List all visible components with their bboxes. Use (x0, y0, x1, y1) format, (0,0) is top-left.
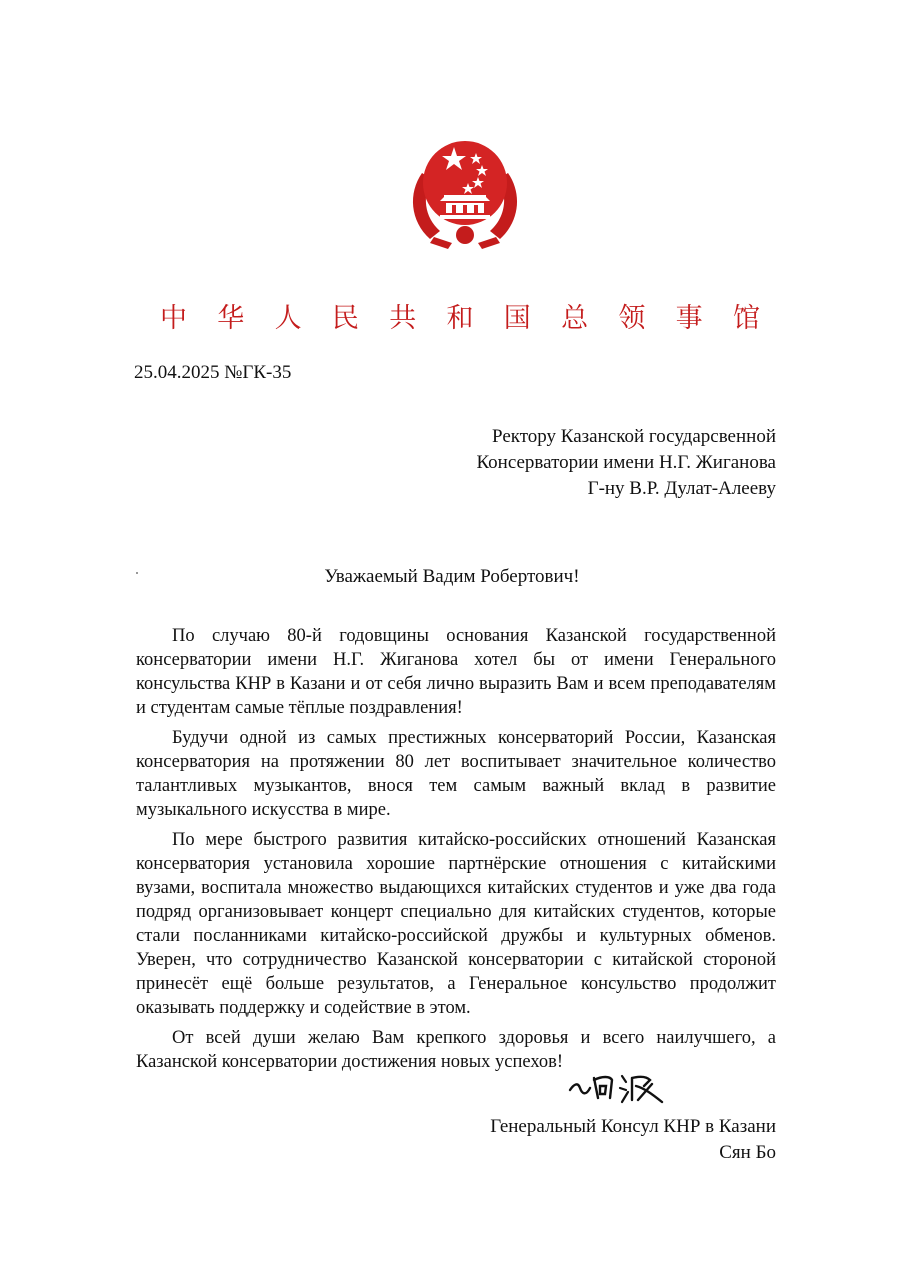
signer-block (490, 1114, 776, 1166)
handwritten-signature-icon (566, 1066, 666, 1106)
letterhead-char: 中 (160, 303, 187, 334)
body-paragraph: По случаю 80-й годовщины основания Казанской государственной консерватории имени Н.Г. Жиганова хотел бы от имени Генерального консульства КНР в Казани и от себя лично выразить Вам и всем преподавателям и студентам самые тёплые поздравления! (136, 626, 776, 718)
body-paragraph: От всей души желаю Вам крепкого здоровья и всего наилучшего, а Казанской консерватории достижения новых успехов! (136, 1028, 776, 1072)
letterhead-char: 人 (274, 303, 302, 334)
addressee-line: Г-ну В.Р. Дулат-Алееву (587, 478, 776, 499)
signer-name: Сян Бо (719, 1142, 776, 1163)
letterhead-char: 领 (618, 303, 646, 334)
addressee-block (476, 424, 776, 502)
signer-title: Генеральный Консул КНР в Казани (490, 1116, 776, 1137)
addressee-line: Консерватории имени Н.Г. Жиганова (476, 452, 776, 473)
document-number: 25.04.2025 №ГК-35 (134, 362, 292, 383)
body-paragraph: Будучи одной из самых престижных консерваторий России, Казанская консерватория на протяжении 80 лет воспитывает значительное количество талантливых музыкантов, внося тем самым важный вклад в развитие музыкального искусства в мире. (136, 728, 776, 820)
letterhead-char: 和 (446, 303, 474, 334)
body-paragraph: По мере быстрого развития китайско-российских отношений Казанская консерватория установила хорошие партнёрские отношения с китайскими вузами, воспитала множество выдающихся китайских студентов и уже два года подряд организовывает концерт специально для китайских студентов, которые стали посланниками китайско-российской дружбы и культурных обменов. Уверен, что сотрудничество Казанской консерватории с китайской стороной принесёт ещё больше результатов, а Генеральное консульство продолжит оказывать поддержку и содействие в этом. (136, 830, 776, 1018)
letterhead-char: 馆 (732, 303, 760, 334)
letterhead-char: 华 (217, 303, 245, 334)
letter-body (136, 624, 776, 1080)
letterhead-char: 共 (389, 303, 417, 334)
letterhead-char: 事 (675, 303, 703, 334)
letterhead-char: 国 (503, 303, 531, 334)
consulate-letterhead (160, 296, 760, 335)
addressee-line: Ректору Казанской государсвенной (492, 426, 776, 447)
letterhead-char: 总 (561, 303, 589, 334)
letterhead-char: 民 (331, 303, 359, 334)
national-emblem-icon (404, 133, 526, 251)
salutation: Уважаемый Вадим Робертович! (324, 566, 580, 587)
